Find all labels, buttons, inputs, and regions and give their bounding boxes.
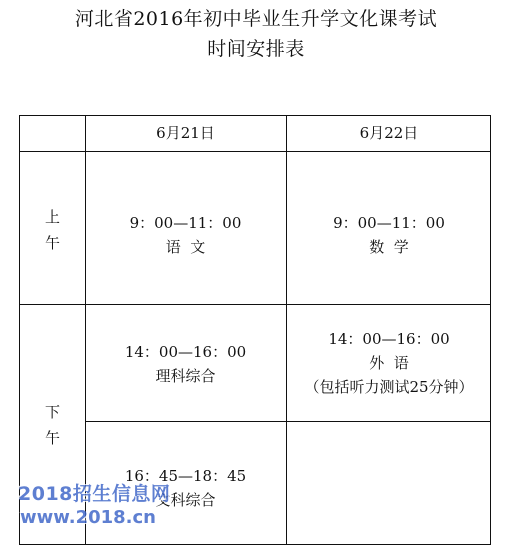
exam-cell-0622-morning xyxy=(286,211,492,259)
afternoon-split-divider xyxy=(85,421,490,422)
period-char: 上 xyxy=(44,208,60,226)
period-label-afternoon xyxy=(20,399,85,451)
site-watermark xyxy=(18,482,170,530)
exam-subject: 数 学 xyxy=(369,238,409,256)
header-row-divider xyxy=(20,151,490,152)
column-header-day2: 6月22日 xyxy=(359,124,419,142)
exam-note: （包括听力测试25分钟） xyxy=(304,378,474,396)
title-line-2: 时间安排表 xyxy=(207,38,305,60)
watermark-url: www.2018.cn xyxy=(20,507,156,528)
exam-subject: 理科综合 xyxy=(155,367,216,385)
exam-cell-0622-afternoon xyxy=(286,327,492,399)
period-label-morning xyxy=(20,204,85,256)
exam-subject: 语 文 xyxy=(165,238,206,256)
title-line-1: 河北省2016年初中毕业生升学文化课考试 xyxy=(74,8,438,30)
column-header-day1: 6月21日 xyxy=(156,124,215,142)
period-char: 午 xyxy=(44,234,60,252)
exam-subject: 文科综合 xyxy=(155,491,216,509)
exam-time: 9：00—11：00 xyxy=(333,214,445,232)
exam-time: 9：00—11：00 xyxy=(129,214,242,232)
schedule-table xyxy=(19,115,491,545)
watermark-site-name: 2018招生信息网 xyxy=(18,483,171,505)
exam-time: 16：45—18：45 xyxy=(124,467,247,485)
morning-afternoon-divider xyxy=(20,304,490,305)
exam-time: 14：00—16：00 xyxy=(328,330,450,348)
exam-cell-0621-morning xyxy=(85,211,286,259)
exam-cell-0621-afternoon-1 xyxy=(85,340,286,388)
period-char: 午 xyxy=(44,429,60,447)
exam-time: 14：00—16：00 xyxy=(124,343,247,361)
exam-subject: 外 语 xyxy=(369,354,409,372)
document-title xyxy=(0,4,512,64)
period-char: 下 xyxy=(44,403,60,421)
